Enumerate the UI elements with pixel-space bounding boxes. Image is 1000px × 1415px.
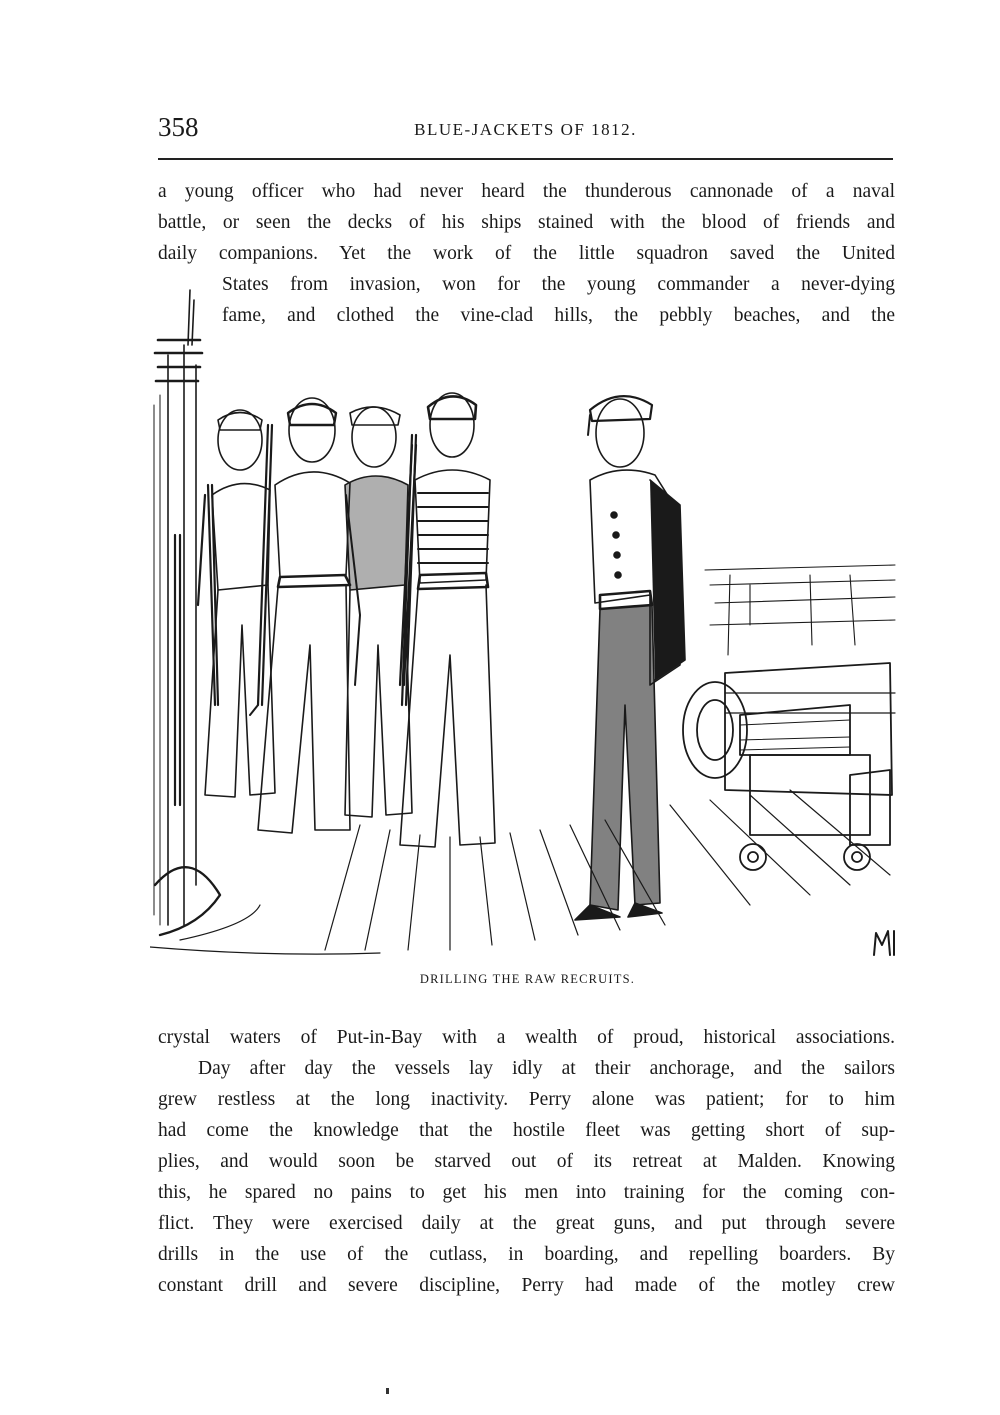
- text-line: battle, or seen the decks of his ships stained with the blood of friends and: [158, 212, 895, 233]
- stray-ink-mark: [386, 1388, 389, 1394]
- illustration-caption: DRILLING THE RAW RECRUITS.: [419, 972, 636, 986]
- text-line: had come the knowledge that the hostile fleet was getting short of sup-: [158, 1120, 895, 1141]
- recruit-figure-2: [250, 398, 360, 833]
- text-line: grew restless at the long inactivity. Perry alone was patient; for to him: [158, 1089, 895, 1110]
- page-header: [158, 112, 893, 152]
- text-line: fame, and clothed the vine-clad hills, the pebbly beaches, and the: [222, 305, 895, 326]
- recruit-figure-3: [345, 407, 416, 817]
- recruit-figure-1: [198, 410, 275, 797]
- officer-figure: [575, 396, 685, 920]
- text-line: constant drill and severe discipline, Perry had made of the motley crew: [158, 1275, 895, 1296]
- header-rule: [158, 158, 893, 160]
- running-title: BLUE-JACKETS OF 1812.: [414, 120, 637, 139]
- paragraph-top-full-width: [158, 176, 895, 269]
- text-line: flict. They were exercised daily at the great guns, and put through severe: [158, 1213, 895, 1234]
- recruit-figure-4: [400, 393, 495, 847]
- cannon: [683, 565, 895, 870]
- drilling-recruits-illustration: [150, 285, 905, 970]
- text-line: a young officer who had never heard the thunderous cannonade of a naval: [158, 181, 895, 202]
- text-line: States from invasion, won for the young commander a never-dying: [222, 274, 895, 295]
- text-line: this, he spared no pains to get his men into training for the coming con-: [158, 1182, 895, 1203]
- artist-monogram: [874, 931, 894, 955]
- paragraph-bottom: [158, 1022, 895, 1301]
- text-line: plies, and would soon be starved out of its retreat at Malden. Knowing: [158, 1151, 895, 1172]
- deck-planks: [150, 790, 890, 954]
- text-line: daily companions. Yet the work of the little squadron saved the United: [158, 243, 895, 264]
- text-line: drills in the use of the cutlass, in boarding, and repelling boarders. By: [158, 1244, 895, 1265]
- mast-left: [154, 290, 220, 935]
- page-number: 358: [158, 112, 199, 142]
- text-line: Day after day the vessels lay idly at their anchorage, and the sailors: [198, 1058, 895, 1079]
- text-line: crystal waters of Put-in-Bay with a wealth of proud, historical associations.: [158, 1027, 895, 1048]
